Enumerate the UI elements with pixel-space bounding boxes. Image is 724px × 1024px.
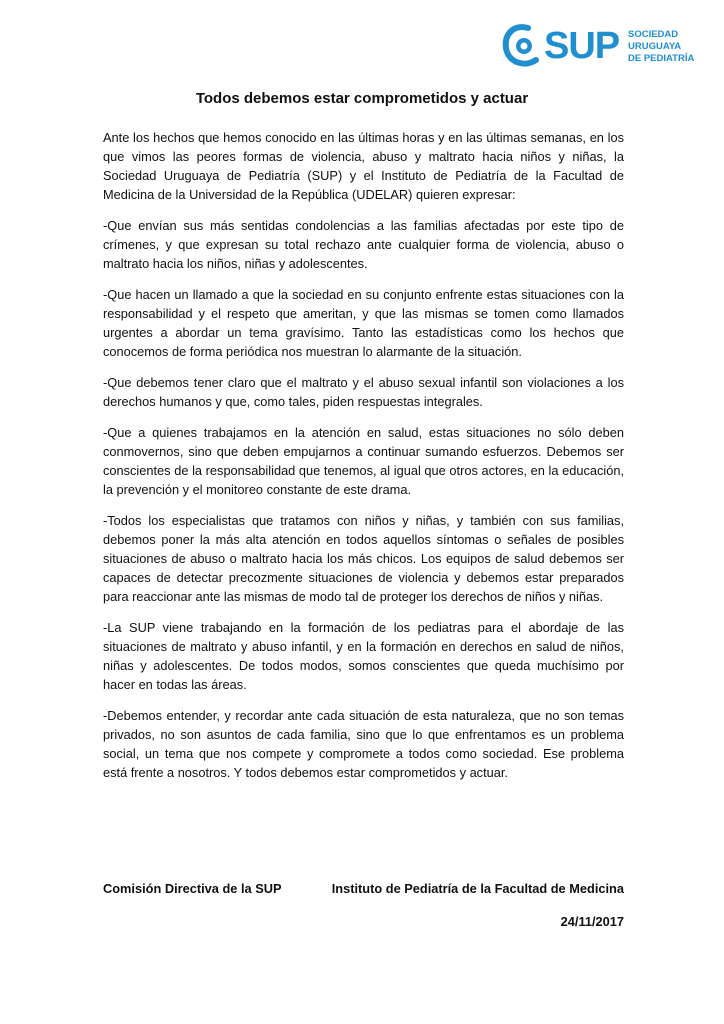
paragraph-intro: Ante los hechos que hemos conocido en las últimas horas y en las últimas semanas, en los que vimos las peores formas de violencia, abuso y maltrato hacia niños y niñas, la Sociedad Uruguaya de Pediatría (SUP) y el Instituto de Pediatría de la Facultad de Medicina de la Universidad de la República (UDELAR) quieren expresar: xyxy=(103,130,624,202)
paragraph: -Que debemos tener claro que el maltrato y el abuso sexual infantil son violaciones a los derechos humanos y que, como tales, piden respuestas integrales. xyxy=(103,375,624,409)
logo-line: DE PEDIATRÍA xyxy=(628,53,695,64)
logo-wordmark: SUP xyxy=(544,25,620,67)
paragraph: -Todos los especialistas que tratamos con niños y niñas, y también con sus familias, debemos poner la más alta atención en todos aquellos síntomas o señales de posibles situaciones de abuso o maltrato hacia los más chicos. Los equipos de salud debemos ser capaces de detectar precozmente situaciones de violencia y debemos estar preparados para reaccionar ante las mismas de modo tal de proteger los derechos de niños y niñas. xyxy=(103,513,624,604)
paragraph: -Que hacen un llamado a que la sociedad en su conjunto enfrente estas situaciones con la responsabilidad y el respeto que ameritan, y que las mismas se tomen como llamados urgentes a abordar un tema gravísimo. Tanto las estadísticas como los hechos que conocemos de forma periódica nos muestran lo alarmante de la situación. xyxy=(103,287,624,359)
logo-subtitle xyxy=(628,29,694,65)
logo-line: SOCIEDAD xyxy=(628,29,679,40)
document-body xyxy=(103,128,624,794)
paragraph: -Debemos entender, y recordar ante cada situación de esta naturaleza, que no son temas privados, no son asuntos de cada familia, sino que lo que enfrentamos es un problema social, un tema que nos compete y compromete a todos como sociedad. Ese problema está frente a nosotros. Y todos debemos estar comprometidos y actuar. xyxy=(103,708,624,780)
signature-sup: Comisión Directiva de la SUP xyxy=(103,881,282,896)
document-title: Todos debemos estar comprometidos y actuar xyxy=(195,90,529,107)
sup-logo xyxy=(500,20,700,76)
sup-emblem-icon xyxy=(500,20,546,70)
paragraph: -Que envían sus más sentidas condolencias a las familias afectadas por este tipo de crímenes, y que expresan su total rechazo ante cualquier forma de violencia, abuso o maltrato hacia los niños, niñas y adolescentes. xyxy=(103,218,624,271)
paragraph: -La SUP viene trabajando en la formación de los pediatras para el abordaje de las situaciones de maltrato y abuso infantil, y en la formación en derechos en salud de niños, niñas y adolescentes. De todos modos, somos conscientes que queda muchísimo por hacer en todas las áreas. xyxy=(103,620,624,692)
logo-line: URUGUAYA xyxy=(628,41,682,52)
paragraph: -Que a quienes trabajamos en la atención en salud, estas situaciones no sólo deben conmovernos, sino que deben empujarnos a continuar sumando esfuerzos. Debemos ser conscientes de la responsabilidad que tenemos, al igual que otros actores, en la educación, la prevención y el monitoreo constante de este drama. xyxy=(103,425,624,497)
document-date: 24/11/2017 xyxy=(560,914,624,929)
signature-institute: Instituto de Pediatría de la Facultad de Medicina xyxy=(331,881,624,896)
